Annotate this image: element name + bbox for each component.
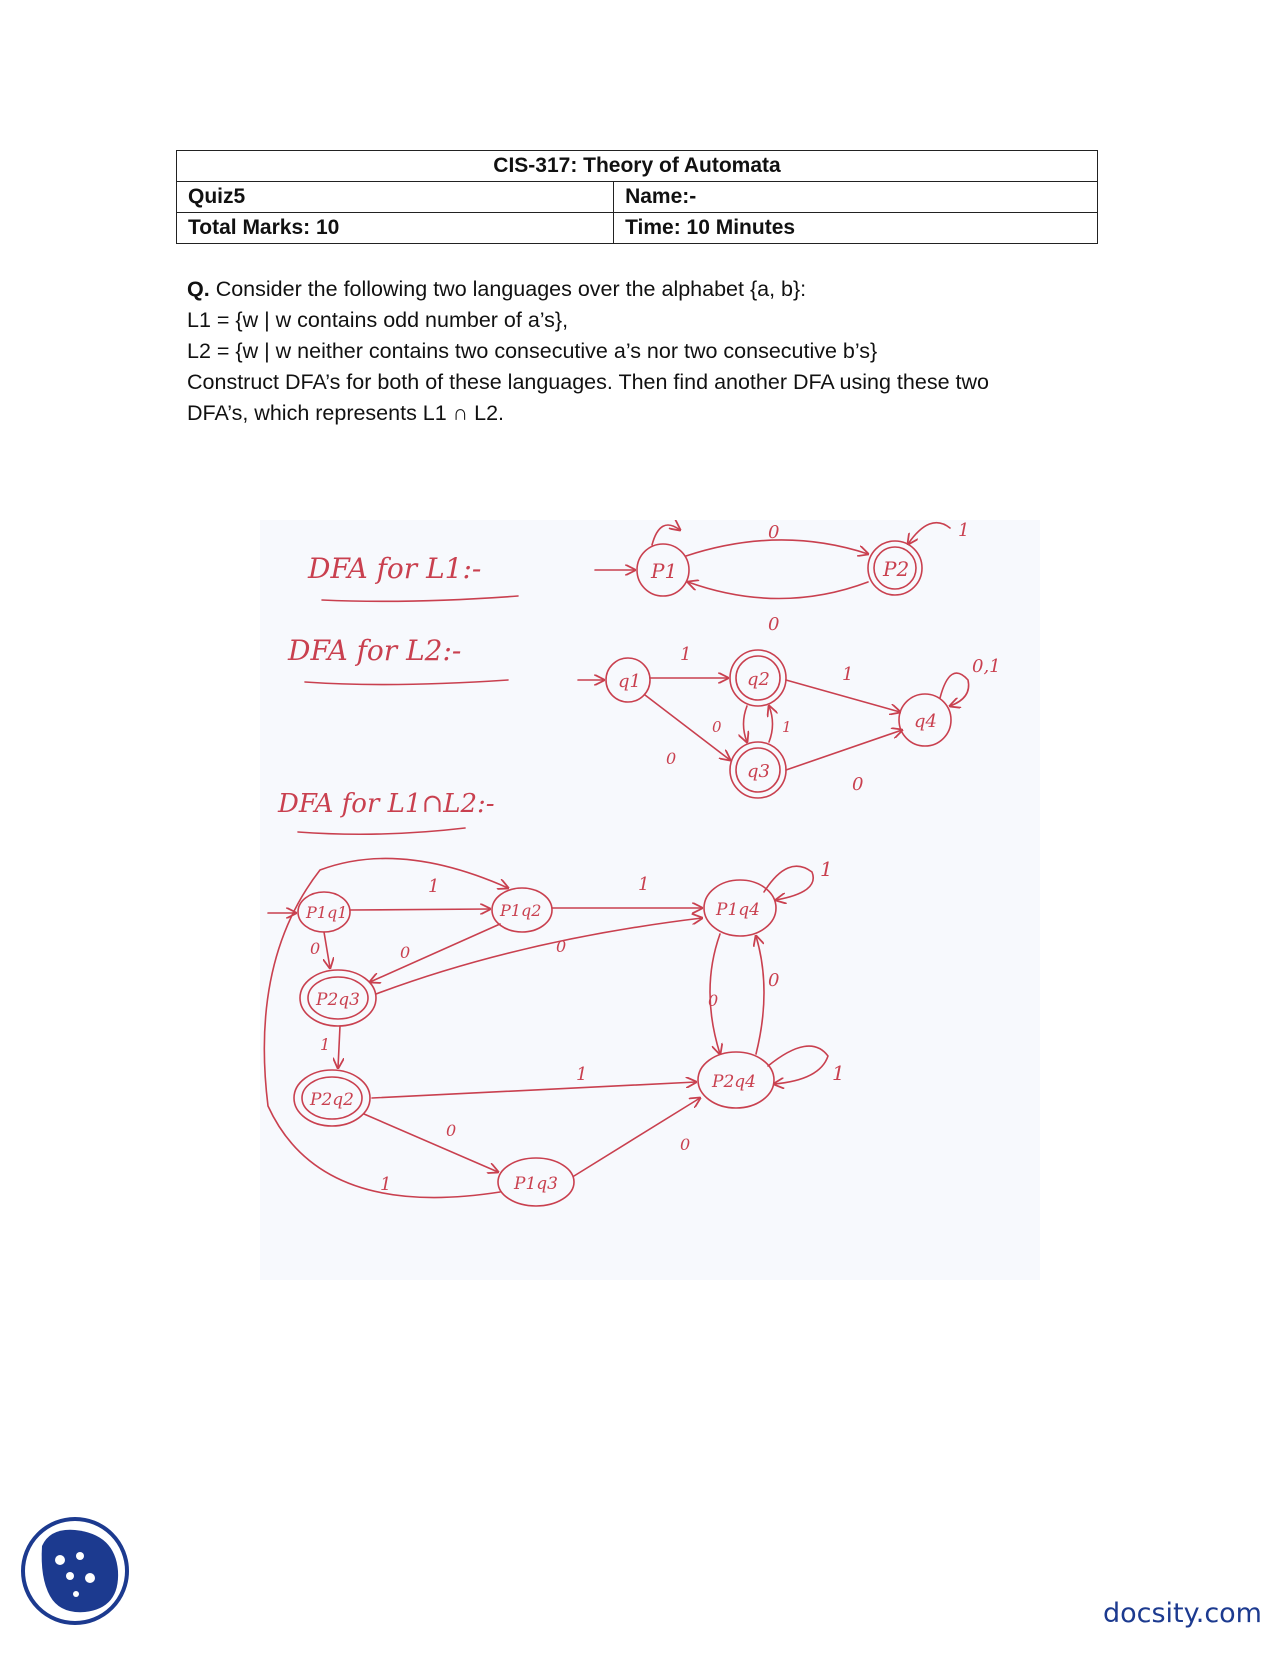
label-p1q2-p2q3: 0 bbox=[400, 943, 411, 962]
name-field: Name:- bbox=[614, 182, 1098, 213]
edge-p2q2-p2q4 bbox=[372, 1082, 696, 1098]
self-loop-p1 bbox=[652, 525, 680, 545]
heading-dfa-l2: DFA for L2:- bbox=[288, 634, 462, 667]
heading-underline bbox=[322, 596, 518, 601]
question-intro: Consider the following two languages over the alphabet {a, b}: bbox=[215, 277, 807, 301]
label-p1q3-p2q4: 0 bbox=[680, 1135, 691, 1154]
label-loop-p1q4: 1 bbox=[820, 857, 833, 881]
state-p1q4-label: P1q4 bbox=[716, 900, 760, 920]
edge-p2q4-p1q4 bbox=[756, 936, 764, 1054]
state-q2-label: q2 bbox=[747, 669, 770, 690]
state-p1-label: P1 bbox=[651, 559, 678, 583]
course-title: CIS-317: Theory of Automata bbox=[177, 151, 1098, 182]
label-q1-q2: 1 bbox=[680, 644, 692, 665]
state-p1q3-label: P1q3 bbox=[514, 1174, 558, 1194]
quiz-label: Quiz5 bbox=[177, 182, 614, 213]
self-loop-p2q4 bbox=[768, 1046, 828, 1084]
state-p2q2-label: P2q2 bbox=[310, 1090, 354, 1110]
question-label: Q. bbox=[187, 277, 210, 301]
label-q2-q4: 1 bbox=[842, 664, 854, 685]
language-l1: L1 = {w | w contains odd number of a’s}, bbox=[187, 308, 569, 332]
docsity-logo-icon bbox=[20, 1516, 130, 1626]
question-instruction: Construct DFA’s for both of these languages. Then find another DFA using these two bbox=[187, 370, 989, 394]
label-p1q4-p2q4: 0 bbox=[708, 991, 719, 1010]
state-p1q2-label: P1q2 bbox=[500, 901, 542, 920]
total-marks: Total Marks: 10 bbox=[177, 213, 614, 244]
edge-p2-p1 bbox=[688, 582, 868, 599]
label-p1q1-p1q2: 1 bbox=[428, 876, 440, 897]
label-p2q2-p2q4: 1 bbox=[576, 1064, 588, 1085]
edge-q3-q4 bbox=[786, 730, 902, 770]
label-loop-p2: 1 bbox=[958, 520, 970, 541]
label-loop-p2q4: 1 bbox=[832, 1061, 845, 1085]
time-limit: Time: 10 Minutes bbox=[614, 213, 1098, 244]
label-q2-q3: 0 bbox=[712, 718, 722, 736]
dfa-diagram bbox=[260, 520, 1040, 1280]
label-p1-p2: 0 bbox=[768, 522, 780, 543]
label-p2-p1: 0 bbox=[768, 614, 780, 635]
language-l2: L2 = {w | w neither contains two consecutive a’s nor two consecutive b’s} bbox=[187, 339, 878, 363]
question-text bbox=[187, 274, 1067, 429]
label-p2q3-p1q4: 0 bbox=[556, 937, 567, 956]
self-loop-p2 bbox=[908, 523, 950, 544]
state-q4-label: q4 bbox=[914, 711, 937, 732]
handwritten-dfa-sketch bbox=[260, 520, 1040, 1280]
edge-p2q2-p1q3 bbox=[364, 1114, 498, 1172]
footer-brand: docsity.com bbox=[1102, 1598, 1262, 1629]
heading-underline bbox=[305, 680, 508, 685]
heading-dfa-l1: DFA for L1:- bbox=[308, 552, 482, 585]
edge-q2-q3 bbox=[744, 706, 748, 742]
state-p2q3-label: P2q3 bbox=[316, 990, 360, 1010]
question-instruction-2: DFA’s, which represents L1 ∩ L2. bbox=[187, 401, 504, 425]
label-q3-q2: 1 bbox=[782, 718, 792, 736]
state-q1-label: q1 bbox=[618, 671, 641, 692]
label-p2q4-p1q4: 0 bbox=[768, 970, 780, 991]
heading-underline bbox=[298, 828, 465, 834]
label-p2q3-p2q2: 1 bbox=[320, 1035, 331, 1054]
label-p1q3-p1q2: 1 bbox=[380, 1174, 392, 1195]
label-p1q1-p2q3: 0 bbox=[310, 939, 321, 958]
label-q1-q3: 0 bbox=[666, 749, 677, 768]
header-table bbox=[176, 150, 1098, 244]
edge-p2q3-p1q4 bbox=[376, 918, 702, 994]
state-p2q4-label: P2q4 bbox=[712, 1072, 756, 1092]
heading-dfa-intersection: DFA for L1∩L2:- bbox=[278, 789, 495, 819]
edge-p1q1-p2q3 bbox=[324, 932, 330, 968]
state-q3-label: q3 bbox=[747, 761, 770, 782]
state-p2-label: P2 bbox=[883, 557, 910, 581]
label-loop-q4: 0,1 bbox=[972, 656, 1001, 677]
state-p1q1-label: P1q1 bbox=[306, 903, 348, 922]
edge-p2q3-p2q2 bbox=[338, 1026, 340, 1068]
label-q3-q4: 0 bbox=[852, 774, 864, 795]
label-p1q2-p1q4: 1 bbox=[638, 874, 650, 895]
self-loop-q4 bbox=[940, 673, 969, 706]
label-p2q2-p1q3: 0 bbox=[446, 1121, 457, 1140]
edge-q3-q2 bbox=[769, 706, 773, 742]
edge-p1q1-p1q2 bbox=[350, 909, 490, 910]
